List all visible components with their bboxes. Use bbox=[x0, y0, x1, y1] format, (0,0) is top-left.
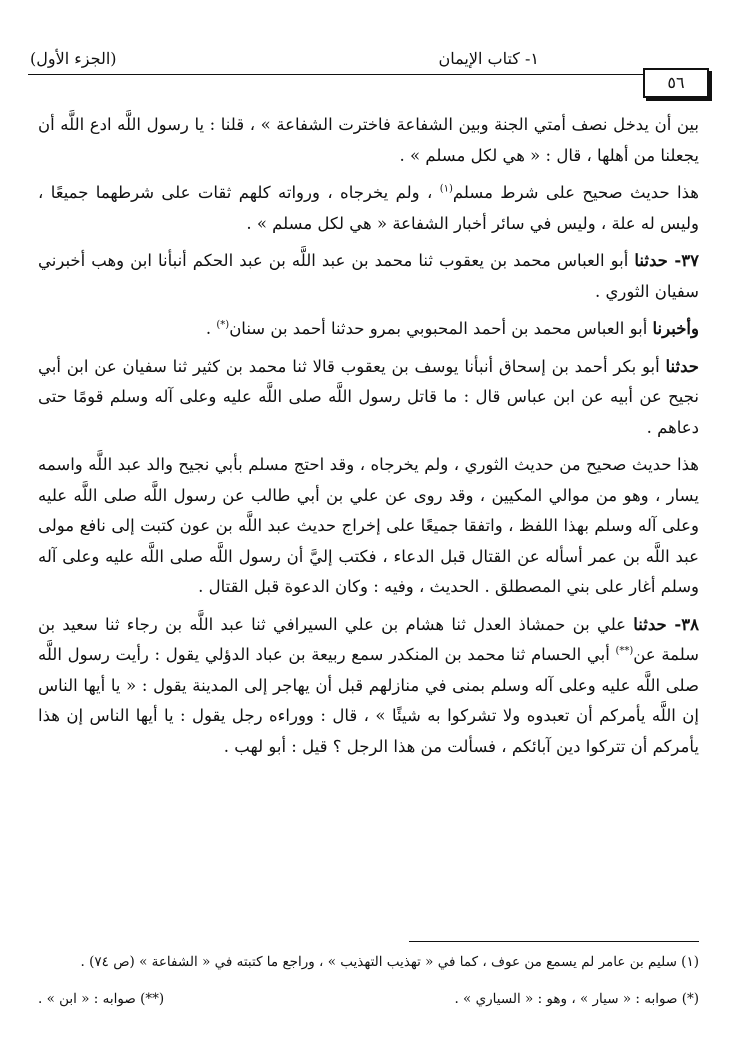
header-rule bbox=[28, 74, 709, 75]
paragraph bbox=[38, 450, 699, 603]
hadith-38 bbox=[38, 610, 699, 763]
paragraph-text: أبي الحسام ثنا محمد بن المنكدر سمع ربيعة بن عباد الدؤلي يقول : رأيت رسول اللَّه صلى اللَّه عليه وعلى آله وسلم بمنى في منازلهم قبل أن يهاجر إلى المدينة يقول : « يا أيها الناس إن اللَّه يأمركم أن تعبدوه ولا تشركوا به شيئًا » ، قال : ووراءه رجل يقول : يا أيها الناس إن هذا يأمركم أن تتركوا دين آبائكم ، فسألت من هذا الرجل ؟ قيل : أبو لهب . bbox=[38, 645, 699, 756]
page-number: ٥٦ bbox=[667, 73, 685, 92]
paragraph-lead: حدثنا bbox=[665, 356, 699, 376]
paragraph bbox=[38, 314, 699, 345]
paragraph-text: أبو العباس محمد بن يعقوب ثنا محمد بن عبد اللَّه بن عبد الحكم أنبأنا ابن وهب أخبرني سفيان الثوري . bbox=[38, 251, 699, 301]
footnote-row bbox=[38, 985, 699, 1013]
paragraph-text: بين أن يدخل نصف أمتي الجنة وبين الشفاعة فاخترت الشفاعة » ، قلنا : يا رسول اللَّه ادع اللَّه أن يجعلنا من أهلها ، قال : « هي لكل مسلم » . bbox=[38, 115, 699, 165]
page-number-box bbox=[643, 68, 709, 98]
paragraph-text: أبو العباس محمد بن أحمد المحبوبي بمرو حدثنا أحمد بن سنان bbox=[229, 319, 653, 338]
running-header bbox=[28, 44, 709, 92]
paragraph-text: ، ولم يخرجاه ، ورواته كلهم ثقات على شرطهما جميعًا ، وليس له علة ، وليس في سائر أخبار الشفاعة « هي لكل مسلم » . bbox=[38, 183, 699, 233]
hadith-lead: ٣٧- حدثنا bbox=[634, 251, 699, 270]
footnote-double-star: (**) صوابه : « ابن » . bbox=[38, 991, 165, 1007]
paragraph bbox=[38, 110, 699, 171]
main-text bbox=[38, 110, 699, 762]
footnote-marker: (١) bbox=[439, 183, 453, 195]
paragraph-lead: وأخبرنا bbox=[652, 319, 699, 338]
paragraph-text: أبو بكر أحمد بن إسحاق أنبأنا يوسف بن يعقوب قالا ثنا محمد بن كثير ثنا سفيان عن ابن أبي نجيح عن أبيه عن ابن عباس قال : ما قاتل رسول اللَّه صلى اللَّه عليه وعلى آله وسلم قومًا حتى دعاهم . bbox=[38, 356, 699, 437]
paragraph-text: هذا حديث صحيح على شرط مسلم bbox=[452, 183, 699, 202]
footnote-marker: (**) bbox=[615, 645, 634, 657]
footnote-marker: (*) bbox=[216, 319, 230, 331]
paragraph-text: هذا حديث صحيح من حديث الثوري ، ولم يخرجاه ، وقد احتج مسلم بأبي نجيح والد عبد اللَّه واسمه يسار ، وهو من موالي المكيين ، وقد روى عن علي بن أبي طالب عن رسول اللَّه صلى اللَّه عليه وعلى آله وسلم بهذا اللفظ ، واتفقا جميعًا على إخراج حديث عبد اللَّه بن عون كتبت إلى نافع مولى عبد اللَّه بن عمر أسأله عن القتال قبل الدعاء ، فكتب إليَّ أن رسول اللَّه صلى اللَّه عليه وعلى آله وسلم أغار على بني المصطلق . الحديث ، وفيه : وكان الدعوة قبل القتال . bbox=[38, 455, 699, 596]
hadith-lead: ٣٨- حدثنا bbox=[633, 614, 699, 634]
paragraph-text: . bbox=[205, 319, 217, 338]
footnote-star: (*) صوابه : « سيار » ، وهو : « السياري » . bbox=[454, 991, 699, 1007]
hadith-37 bbox=[38, 246, 699, 307]
paragraph-text: علي بن حمشاذ العدل ثنا هشام بن علي السيرافي ثنا عبد اللَّه بن رجاء ثنا سعيد بن سلمة عن bbox=[38, 614, 699, 664]
footnote-rule bbox=[409, 941, 699, 942]
paragraph bbox=[38, 178, 699, 239]
footnotes bbox=[38, 950, 699, 1013]
footnote-1: (١) سليم بن عامر لم يسمع من عوف ، كما في « تهذيب التهذيب » ، وراجع ما كتبته في « الشفاعة » (ص ٧٤) . bbox=[80, 954, 699, 970]
chapter-title: ١- كتاب الإيمان bbox=[438, 49, 539, 68]
volume-label: (الجزء الأول) bbox=[30, 49, 117, 68]
paragraph bbox=[38, 352, 699, 444]
